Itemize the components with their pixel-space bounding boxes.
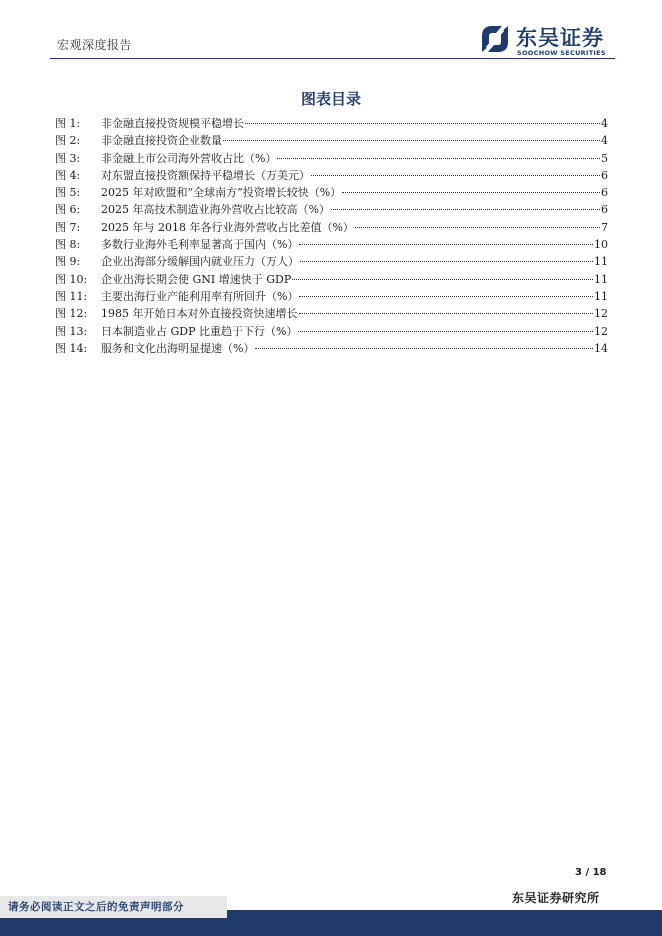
toc-item-label: 图 5: xyxy=(55,186,81,200)
toc-item-label: 图 6: xyxy=(55,203,81,217)
toc-item[interactable] xyxy=(55,340,608,357)
toc-item-text: 非金融直接投资规模平稳增长 xyxy=(101,117,244,130)
logo-english-name: SOOCHOW SECURITIES xyxy=(517,49,606,57)
toc-leader-dots xyxy=(292,278,593,280)
toc-item-text: 服务和文化出海明显提速（%） xyxy=(101,341,255,355)
logo-chinese-name: 东吴证券 xyxy=(516,26,604,50)
toc-item-text: 日本制造业占 GDP 比重趋于下行（%） xyxy=(101,324,298,338)
toc-item-label: 图 7: xyxy=(55,220,81,234)
toc-item-page: 14 xyxy=(594,341,608,355)
toc-item-page: 4 xyxy=(601,134,608,148)
toc-leader-dots xyxy=(299,312,594,314)
toc-item-page: 6 xyxy=(601,168,608,182)
toc-item-text: 2025 年对欧盟和“全球南方”投资增长较快（%） xyxy=(101,186,342,200)
toc-item-label: 图 11: xyxy=(55,289,88,303)
toc-item-text: 企业出海部分缓解国内就业压力（万人） xyxy=(101,255,299,269)
toc-leader-dots xyxy=(342,191,600,193)
toc-leader-dots xyxy=(223,139,600,141)
toc-item-text: 对东盟直接投资额保持平稳增长（万美元） xyxy=(101,168,310,182)
page-number: 3 / 18 xyxy=(575,867,607,878)
toc-item-text: 非金融直接投资企业数量 xyxy=(101,134,222,148)
toc-item-label: 图 14: xyxy=(55,341,88,355)
toc-leader-dots xyxy=(300,260,593,262)
toc-item-label: 图 10: xyxy=(55,272,88,286)
toc-leader-dots xyxy=(299,243,593,245)
toc-leader-dots xyxy=(298,330,593,332)
soochow-logo-icon xyxy=(478,22,512,56)
toc-item[interactable] xyxy=(55,236,608,253)
toc-item[interactable] xyxy=(55,150,608,167)
toc-item-text: 多数行业海外毛利率显著高于国内（%） xyxy=(101,238,299,252)
header-divider xyxy=(50,58,615,59)
footer-company: 东吴证券研究所 xyxy=(512,891,600,905)
toc-item-page: 12 xyxy=(594,324,608,338)
toc-item[interactable] xyxy=(55,288,608,305)
toc-leader-dots xyxy=(299,295,593,297)
toc-item[interactable] xyxy=(55,167,608,184)
toc-leader-dots xyxy=(355,226,600,228)
toc-leader-dots xyxy=(255,347,593,349)
toc-item[interactable] xyxy=(55,305,608,322)
toc-item[interactable] xyxy=(55,132,608,149)
toc-item-page: 6 xyxy=(601,203,608,217)
company-logo xyxy=(478,22,618,58)
toc-item-page: 4 xyxy=(601,117,608,130)
toc-item[interactable] xyxy=(55,115,608,132)
toc-item-page: 11 xyxy=(594,289,608,303)
toc-title: 图表目录 xyxy=(300,90,361,108)
toc-item-text: 企业出海长期会使 GNI 增速快于 GDP xyxy=(101,272,292,286)
toc-leader-dots xyxy=(311,174,600,176)
toc-leader-dots xyxy=(331,208,600,210)
toc-leader-dots xyxy=(245,122,600,124)
header-report-type: 宏观深度报告 xyxy=(57,38,133,52)
toc-item-label: 图 13: xyxy=(55,324,88,338)
toc-item[interactable] xyxy=(55,184,608,201)
toc-item-label: 图 1: xyxy=(55,117,81,130)
toc-item-text: 2025 年与 2018 年各行业海外营收占比差值（%） xyxy=(101,220,354,234)
toc-leader-dots xyxy=(277,157,600,159)
toc-item[interactable] xyxy=(55,201,608,218)
disclaimer-text: 请务必阅读正文之后的免责声明部分 xyxy=(8,901,184,913)
toc-item-text: 非金融上市公司海外营收占比（%） xyxy=(101,151,277,165)
toc-item-page: 6 xyxy=(601,186,608,200)
toc-item[interactable] xyxy=(55,323,608,340)
toc-item-page: 5 xyxy=(601,151,608,165)
toc-item-text: 1985 年开始日本对外直接投资快速增长 xyxy=(101,307,298,321)
toc-item[interactable] xyxy=(55,253,608,270)
toc-item-label: 图 8: xyxy=(55,238,81,252)
toc-item-label: 图 4: xyxy=(55,168,81,182)
toc-item-label: 图 9: xyxy=(55,255,81,269)
toc-item[interactable] xyxy=(55,219,608,236)
toc-item-page: 7 xyxy=(601,220,608,234)
toc-item-label: 图 3: xyxy=(55,151,81,165)
toc-item-page: 11 xyxy=(594,272,608,286)
toc-item-text: 2025 年高技术制造业海外营收占比较高（%） xyxy=(101,203,330,217)
toc-item-label: 图 12: xyxy=(55,307,88,321)
toc-item-text: 主要出海行业产能利用率有所回升（%） xyxy=(101,289,299,303)
toc-item-label: 图 2: xyxy=(55,134,81,148)
toc-item-page: 10 xyxy=(594,238,608,252)
toc-item[interactable] xyxy=(55,271,608,288)
toc-item-page: 11 xyxy=(594,255,608,269)
toc-list xyxy=(55,115,608,357)
toc-item-page: 12 xyxy=(594,307,608,321)
